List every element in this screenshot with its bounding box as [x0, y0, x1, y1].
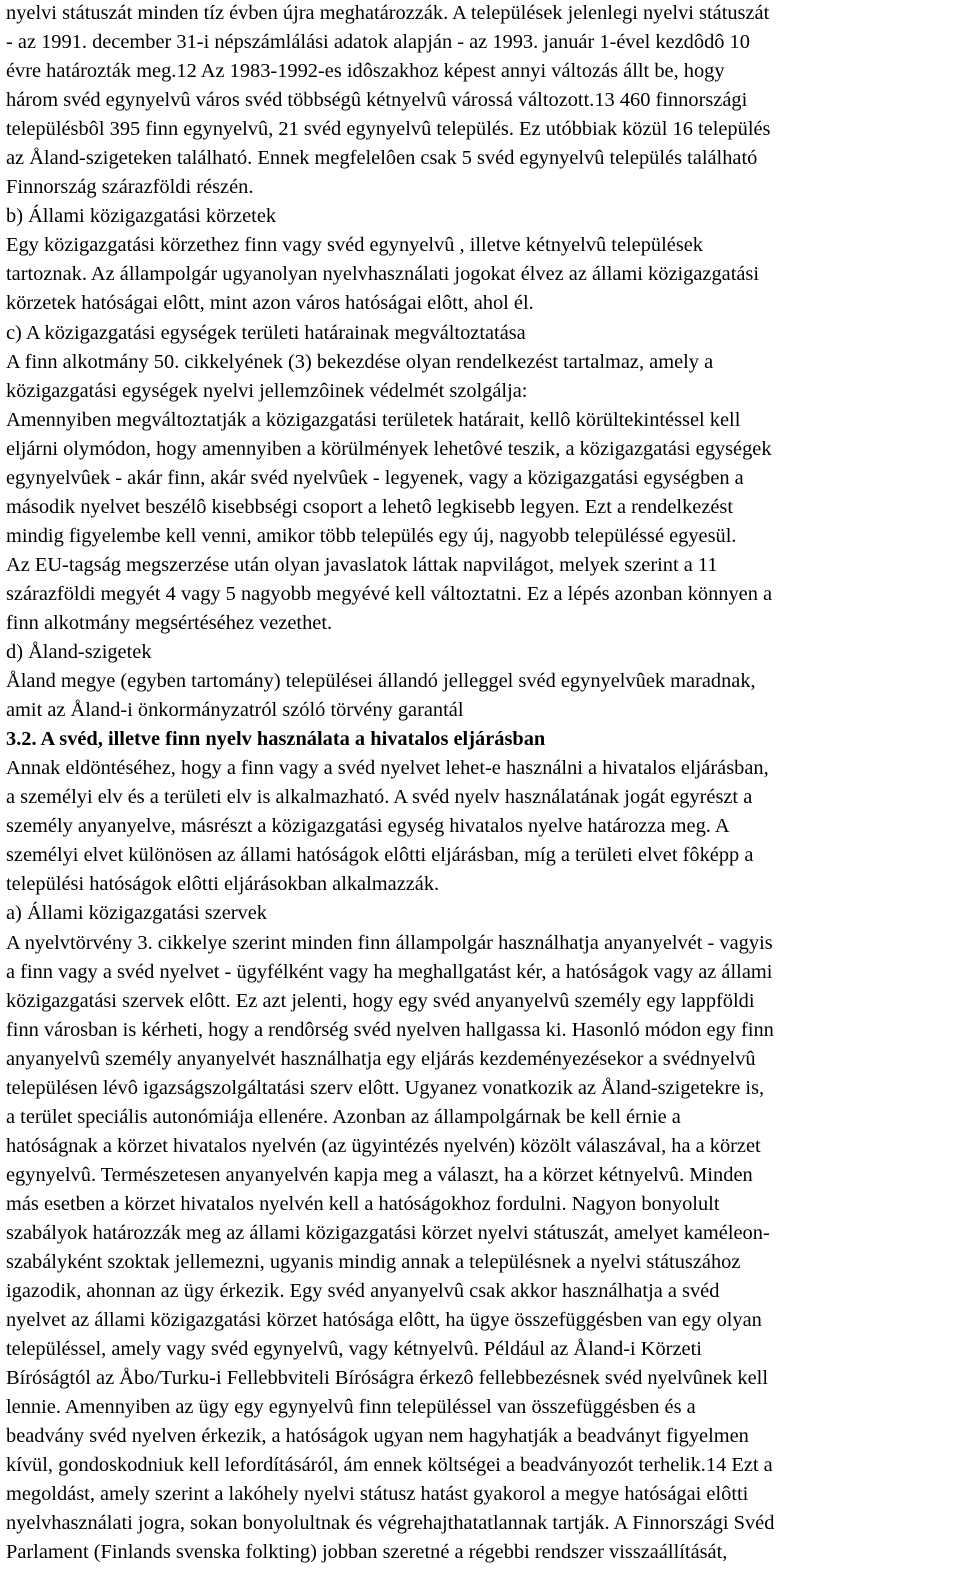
text-line: szabályként szoktak jellemezni, ugyanis mindig annak a településnek a nyelvi státuszához [6, 1251, 741, 1274]
text-line: tartoznak. Az állampolgár ugyanolyan nyelvhasználati jogokat élvez az állami közigazgatási [6, 263, 760, 286]
text-line: településsel, amely vagy svéd egynyelvû, vagy kétnyelvû. Például az Åland-i Körzeti [6, 1338, 702, 1361]
text-line: körzetek hatóságai elôtt, mint azon város hatóságai elôtt, ahol él. [6, 292, 534, 315]
text-line: anyanyelvû személy anyanyelvét használhatja egy eljárás kezdeményezésekor a svédnyelvû [6, 1047, 756, 1070]
text-line: közigazgatási szervek elôtt. Ez azt jelenti, hogy egy svéd anyanyelvû személy egy lappföldi [6, 989, 755, 1012]
text-line: hatóságnak a körzet hivatalos nyelvén (az ügyintézés nyelvén) közölt válaszával, ha a körzet [6, 1134, 761, 1157]
text-line: települési hatóságok elôtti eljárásokban alkalmazzák. [6, 873, 440, 896]
text-line: a finn vagy a svéd nyelvet - ügyfélként vagy ha meghallgatást kér, a hatóságok vagy az állami [6, 960, 773, 983]
text-line: Bíróságtól az Åbo/Turku-i Fellebbviteli Bíróságra érkezô fellebbezésnek svéd nyelvûnek kell [6, 1367, 768, 1390]
text-line: nyelvi státuszát minden tíz évben újra meghatározzák. A települések jelenlegi nyelvi státuszát [6, 2, 770, 24]
text-line: d) Åland-szigetek [6, 641, 152, 664]
text-line: finn alkotmány megsértéséhez vezethet. [6, 611, 333, 634]
text-line: c) A közigazgatási egységek területi határainak megváltoztatása [6, 321, 526, 344]
document-body [6, 0, 956, 1568]
text-line: Egy közigazgatási körzethez finn vagy svéd egynyelvû , illetve kétnyelvû települések [6, 234, 704, 257]
text-line: egynyelvûek - akár finn, akár svéd nyelvûek - legyenek, vagy a közigazgatási egységben a [6, 466, 744, 489]
text-line: második nyelvet beszélô kisebbségi csoport a lehetô legkisebb legyen. Ezt a rendelkezést [6, 495, 734, 518]
text-line: közigazgatási egységek nyelvi jellemzôinek védelmét szolgálja: [6, 379, 528, 402]
text-line: kívül, gondoskodniuk kell lefordításáról, ám ennek költségei a beadványozót terhelik.14 Ezt a [6, 1454, 773, 1477]
text-line: Åland megye (egyben tartomány) települései állandó jelleggel svéd egynyelvûek maradnak, [6, 670, 756, 693]
text-line: nyelvet az állami közigazgatási körzet hatósága elôtt, ha ügye összefüggésben van egy olyan [6, 1309, 762, 1332]
text-line: Finnország szárazföldi részén. [6, 176, 254, 199]
text-line: a terület speciális autonómiája ellenére. Azonban az állampolgárnak be kell érnie a [6, 1105, 681, 1128]
text-line: amit az Åland-i önkormányzatról szóló törvény garantál [6, 699, 464, 722]
section-heading-line: 3.2. A svéd, illetve finn nyelv használata a hivatalos eljárásban [6, 728, 546, 751]
text-line: szárazföldi megyét 4 vagy 5 nagyobb megyévé kell változtatni. Ez a lépés azonban könnyen a [6, 582, 773, 605]
text-line: a) Állami közigazgatási szervek [6, 902, 267, 925]
text-line: Az EU-tagság megszerzése után olyan javaslatok láttak napvilágot, melyek szerint a 11 [6, 553, 718, 576]
text-line: eljárni olymódon, hogy amennyiben a körülmények lehetôvé teszik, a közigazgatási egységek [6, 437, 772, 460]
text-line: szabályok határozzák meg az állami közigazgatási körzet nyelvi státuszát, amelyet kaméleon- [6, 1221, 770, 1244]
text-line: évre határozták meg.12 Az 1983-1992-es idôszakhoz képest annyi változás állt be, hogy [6, 60, 725, 83]
text-line: személy anyanyelve, másrészt a közigazgatási egység hivatalos nyelve határozza meg. A [6, 815, 730, 838]
text-line: finn városban is kérheti, hogy a rendôrség svéd nyelven hallgassa ki. Hasonló módon egy finn [6, 1018, 774, 1041]
text-line: mindig figyelembe kell venni, amikor több település egy új, nagyobb településsé egyesül. [6, 524, 737, 547]
text-line: az Åland-szigeteken található. Ennek megfelelôen csak 5 svéd egynyelvû település található [6, 147, 758, 170]
text-line: a személyi elv és a területi elv is alkalmazható. A svéd nyelv használatának jogát egyrészt a [6, 786, 753, 809]
text-line: - az 1991. december 31-i népszámlálási adatok alapján - az 1993. január 1-ével kezdôdô 10 [6, 31, 750, 54]
text-line: lennie. Amennyiben az ügy egy egynyelvû finn településsel van összefüggésben és a [6, 1396, 696, 1419]
text-line: Parlament (Finlands svenska folkting) jobban szeretné a régebbi rendszer visszaállítását, [6, 1541, 728, 1564]
text-line: megoldást, amely szerint a lakóhely nyelvi státusz hatást gyakorol a megye hatóságai elôtti [6, 1483, 749, 1506]
text-line: A nyelvtörvény 3. cikkelye szerint minden finn állampolgár használhatja anyanyelvét - vagyis [6, 931, 773, 954]
text-line: beadvány svéd nyelven érkezik, a hatóságok ugyan nem hagyhatják a beadványt figyelmen [6, 1425, 749, 1448]
text-line: igazodik, ahonnan az ügy érkezik. Egy svéd anyanyelvû csak akkor használhatja a svéd [6, 1280, 720, 1303]
text-line: településen lévô igazságszolgáltatási szerv elôtt. Ugyanez vonatkozik az Åland-szigetekre is, [6, 1076, 765, 1099]
text-line: egynyelvû. Természetesen anyanyelvén kapja meg a választ, ha a körzet kétnyelvû. Minden [6, 1163, 753, 1186]
text-line: nyelvhasználati jogra, sokan bonyolultnak és végrehajthatatlannak tartják. A Finnországi Svéd [6, 1512, 775, 1535]
text-line: Annak eldöntéséhez, hogy a finn vagy a svéd nyelvet lehet-e használni a hivatalos eljárásban, [6, 757, 769, 780]
text-line: más esetben a körzet hivatalos nyelvén kell a hatóságokhoz fordulni. Nagyon bonyolult [6, 1192, 720, 1215]
text-line: személyi elvet különösen az állami hatóságok elôtti eljárásban, míg a területi elvet fôképp a [6, 844, 754, 867]
text-line: b) Állami közigazgatási körzetek [6, 205, 277, 228]
text-line: településbôl 395 finn egynyelvû, 21 svéd egynyelvû település. Ez utóbbiak közül 16 település [6, 118, 771, 141]
text-line: három svéd egynyelvû város svéd többségû kétnyelvû várossá változott.13 460 finnországi [6, 89, 748, 112]
text-line: Amennyiben megváltoztatják a közigazgatási területek határait, kellô körültekintéssel kell [6, 408, 741, 431]
text-line: A finn alkotmány 50. cikkelyének (3) bekezdése olyan rendelkezést tartalmaz, amely a [6, 350, 714, 373]
